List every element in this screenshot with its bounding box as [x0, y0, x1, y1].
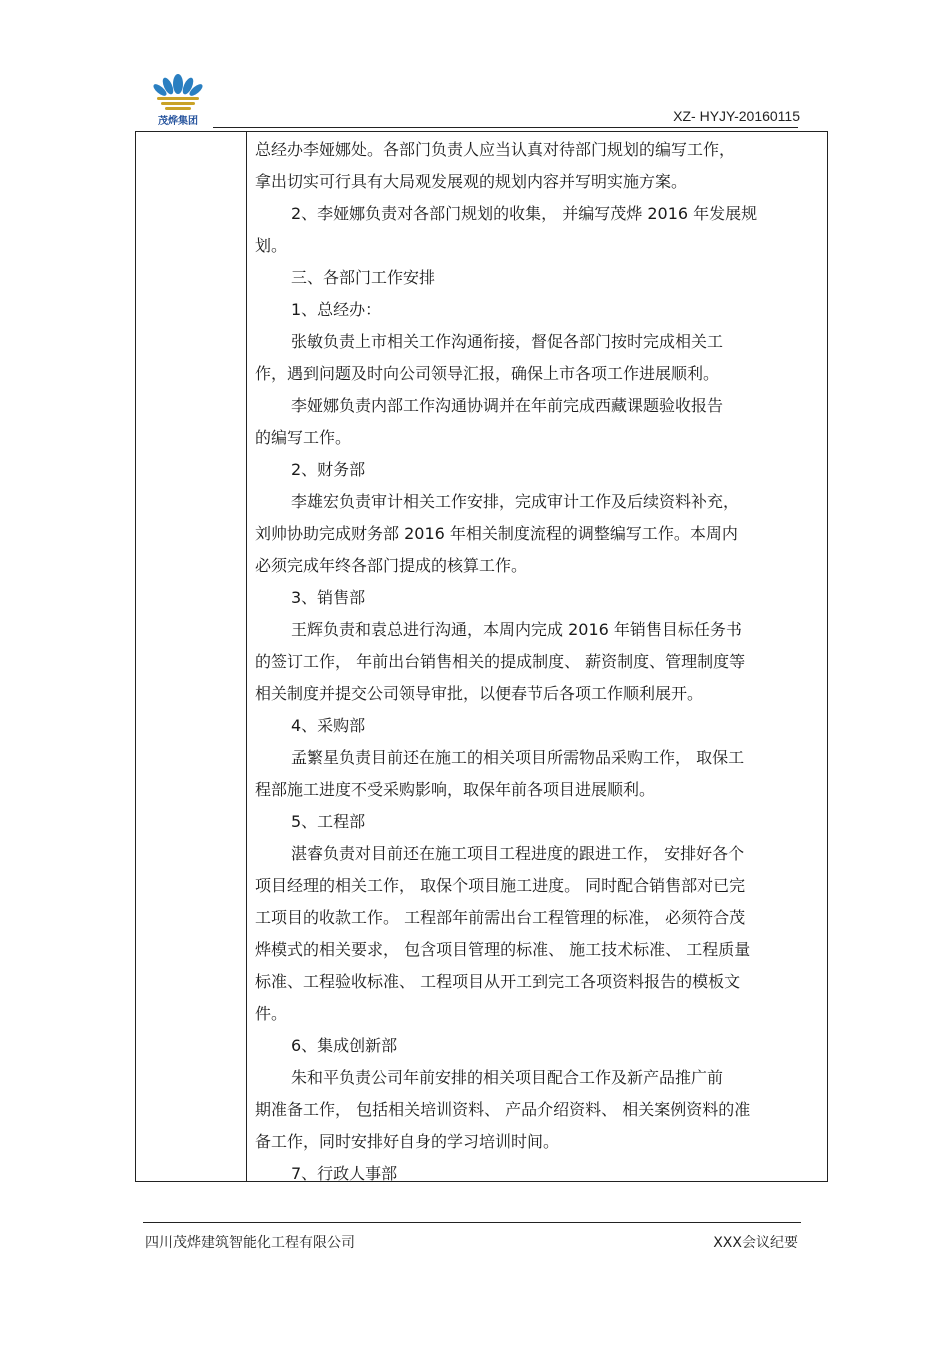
text-line: 李雄宏负责审计相关工作安排，完成审计工作及后续资料补充， — [291, 492, 740, 511]
text-line: 备工作，同时安排好自身的学习培训时间。 — [255, 1132, 560, 1151]
text-line: 相关制度并提交公司领导审批，以便春节后各项工作顺利展开。 — [255, 684, 704, 703]
text-line: 1、总经办： — [291, 300, 382, 319]
text-line: 孟繁星负责目前还在施工的相关项目所需物品采购工作， 取保工 — [291, 748, 745, 767]
lotus-logo-icon — [143, 70, 213, 114]
footer-doc-title: XXX会议纪要 — [713, 1235, 798, 1251]
text-line: 程部施工进度不受采购影响，取保年前各项目进展顺利。 — [255, 780, 656, 799]
footer-company: 四川茂烨建筑智能化工程有限公司 — [145, 1235, 355, 1251]
table-column-divider — [246, 131, 247, 1182]
text-line: 2、财务部 — [291, 460, 366, 479]
text-line: 张敏负责上市相关工作沟通衔接，督促各部门按时完成相关工 — [291, 332, 724, 351]
text-line: 的签订工作， 年前出台销售相关的提成制度、 薪资制度、管理制度等 — [255, 652, 746, 671]
minutes-body — [255, 134, 820, 1190]
text-line: 烨模式的相关要求， 包含项目管理的标准、 施工技术标准、 工程质量 — [255, 940, 751, 959]
text-line: 王辉负责和袁总进行沟通，本周内完成 2016 年销售目标任务书 — [291, 620, 742, 639]
text-line: 李娅娜负责内部工作沟通协调并在年前完成西藏课题验收报告 — [291, 396, 724, 415]
text-line: 三、各部门工作安排 — [291, 268, 436, 287]
text-line: 朱和平负责公司年前安排的相关项目配合工作及新产品推广前 — [291, 1068, 724, 1087]
text-line: 湛睿负责对目前还在施工项目工程进度的跟进工作， 安排好各个 — [291, 844, 745, 863]
text-line: 项目经理的相关工作， 取保个项目施工进度。 同时配合销售部对已完 — [255, 876, 746, 895]
text-line: 5、工程部 — [291, 812, 366, 831]
text-line: 4、采购部 — [291, 716, 366, 735]
company-logo — [143, 70, 213, 128]
text-line: 的编写工作。 — [255, 428, 352, 447]
table-right-border — [827, 131, 828, 1182]
text-line: 7、行政人事部 — [291, 1164, 398, 1183]
logo-text: 茂烨集团 — [158, 116, 198, 127]
table-left-border — [135, 131, 136, 1182]
text-line: 刘帅协助完成财务部 2016 年相关制度流程的调整编写工作。本周内 — [255, 524, 738, 543]
text-line: 工项目的收款工作。 工程部年前需出台工程管理的标准， 必须符合茂 — [255, 908, 746, 927]
footer-rule — [143, 1222, 801, 1223]
text-line: 标准、工程验收标准、 工程项目从开工到完工各项资料报告的模板文 — [255, 972, 741, 991]
text-line: 2、李娅娜负责对各部门规划的收集， 并编写茂烨 2016 年发展规 — [291, 204, 758, 223]
table-top-border — [135, 131, 828, 132]
document-number: XZ- HYJY-20160115 — [673, 108, 800, 124]
header-rule — [213, 127, 798, 128]
text-line: 期准备工作， 包括相关培训资料、 产品介绍资料、 相关案例资料的准 — [255, 1100, 751, 1119]
text-line: 划。 — [255, 236, 288, 255]
text-line: 总经办李娅娜处。各部门负责人应当认真对待部门规划的编写工作， — [255, 140, 736, 159]
text-line: 6、集成创新部 — [291, 1036, 398, 1055]
text-line: 作，遇到问题及时向公司领导汇报，确保上市各项工作进展顺利。 — [255, 364, 720, 383]
text-line: 件。 — [255, 1004, 288, 1023]
text-line: 3、销售部 — [291, 588, 366, 607]
text-line: 拿出切实可行具有大局观发展观的规划内容并写明实施方案。 — [255, 172, 688, 191]
text-line: 必须完成年终各部门提成的核算工作。 — [255, 556, 528, 575]
